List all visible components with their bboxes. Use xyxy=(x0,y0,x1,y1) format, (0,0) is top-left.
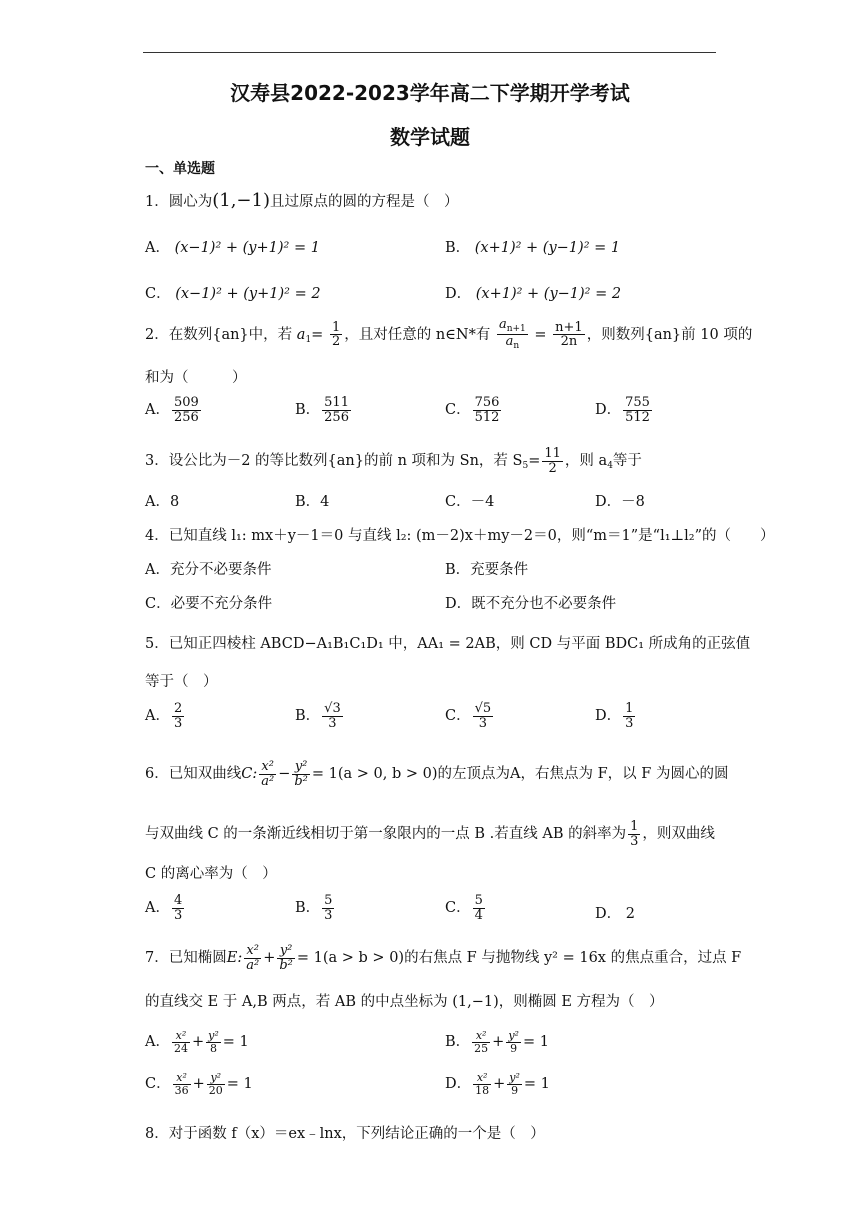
top-rule xyxy=(143,52,716,53)
q2-option-d[interactable]: D． $\frac{755}{512}$ xyxy=(595,395,650,425)
q3-option-a[interactable]: A．8 xyxy=(145,494,180,510)
question-6-line-2: 与双曲线 C 的一条渐近线相切于第一象限内的一点 B .若直线 AB 的斜率为 $\frac{1}{3}$ ，则双曲线 xyxy=(145,819,715,849)
question-6-line-3: C 的离心率为（ ） xyxy=(145,866,277,882)
q1-option-a[interactable]: A． (x−1)² + (y+1)² = 1 xyxy=(145,240,320,256)
question-3: 3．设公比为－2 的等比数列{an}的前 n 项和为 Sn，若 $S_5=$ $\frac{11}{2}$ ，则 $a_4$等于 xyxy=(145,446,642,476)
q1-option-b[interactable]: B． (x+1)² + (y−1)² = 1 xyxy=(445,240,621,256)
q4-option-d[interactable]: D．既不充分也不必要条件 xyxy=(445,596,617,612)
question-7-line-2: 的直线交 E 于 A,B 两点，若 AB 的中点坐标为 (1,−1)，则椭圆 E 方程为（ ） xyxy=(145,994,664,1010)
question-2-line-1: 2．在数列{an}中，若 $a_1=$ $\frac{1}{2}$ ，且对任意的 n∈N*有 $\frac{a_{n+1}}{a_n}$ = $\frac{n+1}{2n}$ ，则数列{an}前 10 项的 xyxy=(145,317,753,352)
question-8: 8．对于函数 f（x）＝ex﹣lnx，下列结论正确的一个是（ ） xyxy=(145,1126,545,1142)
question-6-line-1: 6．已知双曲线C: $\frac{\text{x²}}{\text{a²}}$ − $\frac{\text{y²}}{\text{b²}}$ = 1(a > 0, b > 0)的左顶点为A，右焦点为 F，以 F 为圆心的圆 xyxy=(145,759,729,789)
q5-option-c[interactable]: C． $\frac{√5}{3}$ xyxy=(445,701,492,731)
q7-option-b[interactable]: B． $\frac{\text{x²}}{25}$ + $\frac{\text{y²}}{9}$ = 1 xyxy=(445,1029,549,1055)
q1-option-c[interactable]: C． (x−1)² + (y+1)² = 2 xyxy=(145,286,321,302)
q7-option-d[interactable]: D． $\frac{\text{x²}}{18}$ + $\frac{\text{y²}}{9}$ = 1 xyxy=(445,1071,550,1097)
q2-option-b[interactable]: B． $\frac{511}{256}$ xyxy=(295,395,349,425)
question-5-line-2: 等于（ ） xyxy=(145,674,218,690)
q1-option-d[interactable]: D． (x+1)² + (y−1)² = 2 xyxy=(445,286,622,302)
q3-option-d[interactable]: D．－8 xyxy=(595,494,645,510)
q5-option-a[interactable]: A． $\frac{2}{3}$ xyxy=(145,701,183,731)
q6-option-a[interactable]: A． $\frac{4}{3}$ xyxy=(145,893,183,923)
section-heading: 一、单选题 xyxy=(145,161,215,177)
q4-option-c[interactable]: C．必要不充分条件 xyxy=(145,596,273,612)
q7-option-a[interactable]: A． $\frac{\text{x²}}{24}$ + $\frac{\text{y²}}{8}$ = 1 xyxy=(145,1029,249,1055)
exam-title: 汉寿县2022-2023学年高二下学期开学考试 xyxy=(230,81,630,105)
question-5-line-1: 5．已知正四棱柱 ABCD−A₁B₁C₁D₁ 中，AA₁ = 2AB，则 CD 与平面 BDC₁ 所成角的正弦值 xyxy=(145,636,751,652)
q2-option-a[interactable]: A． $\frac{509}{256}$ xyxy=(145,395,199,425)
q3-option-b[interactable]: B．4 xyxy=(295,494,330,510)
q4-option-a[interactable]: A．充分不必要条件 xyxy=(145,562,272,578)
question-4: 4．已知直线 l₁: mx＋y－1＝0 与直线 l₂: (m－2)x＋my－2＝0，则“m＝1”是“l₁⊥l₂”的（ ） xyxy=(145,528,775,544)
q5-option-d[interactable]: D． $\frac{1}{3}$ xyxy=(595,701,634,731)
exam-subtitle: 数学试题 xyxy=(390,125,470,149)
q7-option-c[interactable]: C． $\frac{\text{x²}}{36}$ + $\frac{\text{y²}}{20}$ = 1 xyxy=(145,1071,253,1097)
question-2-line-2: 和为（ ） xyxy=(145,370,247,386)
q5-option-b[interactable]: B． $\frac{√3}{3}$ xyxy=(295,701,341,731)
question-7-line-1: 7．已知椭圆E: $\frac{\text{x²}}{\text{a²}}$ + $\frac{\text{y²}}{\text{b²}}$ = 1(a > b > 0)的右焦点 F 与抛物线 y² = 16x 的焦点重合，过点 F xyxy=(145,943,742,973)
q4-option-b[interactable]: B．充要条件 xyxy=(445,562,529,578)
q6-option-d[interactable]: D． 2 xyxy=(595,906,635,922)
q2-option-c[interactable]: C． $\frac{756}{512}$ xyxy=(445,395,500,425)
q6-option-b[interactable]: B． $\frac{5}{3}$ xyxy=(295,893,333,923)
q3-option-c[interactable]: C．－4 xyxy=(445,494,495,510)
question-1: 1．圆心为(1,−1)且过原点的圆的方程是（ ） xyxy=(145,190,459,211)
q6-option-c[interactable]: C． $\frac{5}{4}$ xyxy=(445,893,483,923)
